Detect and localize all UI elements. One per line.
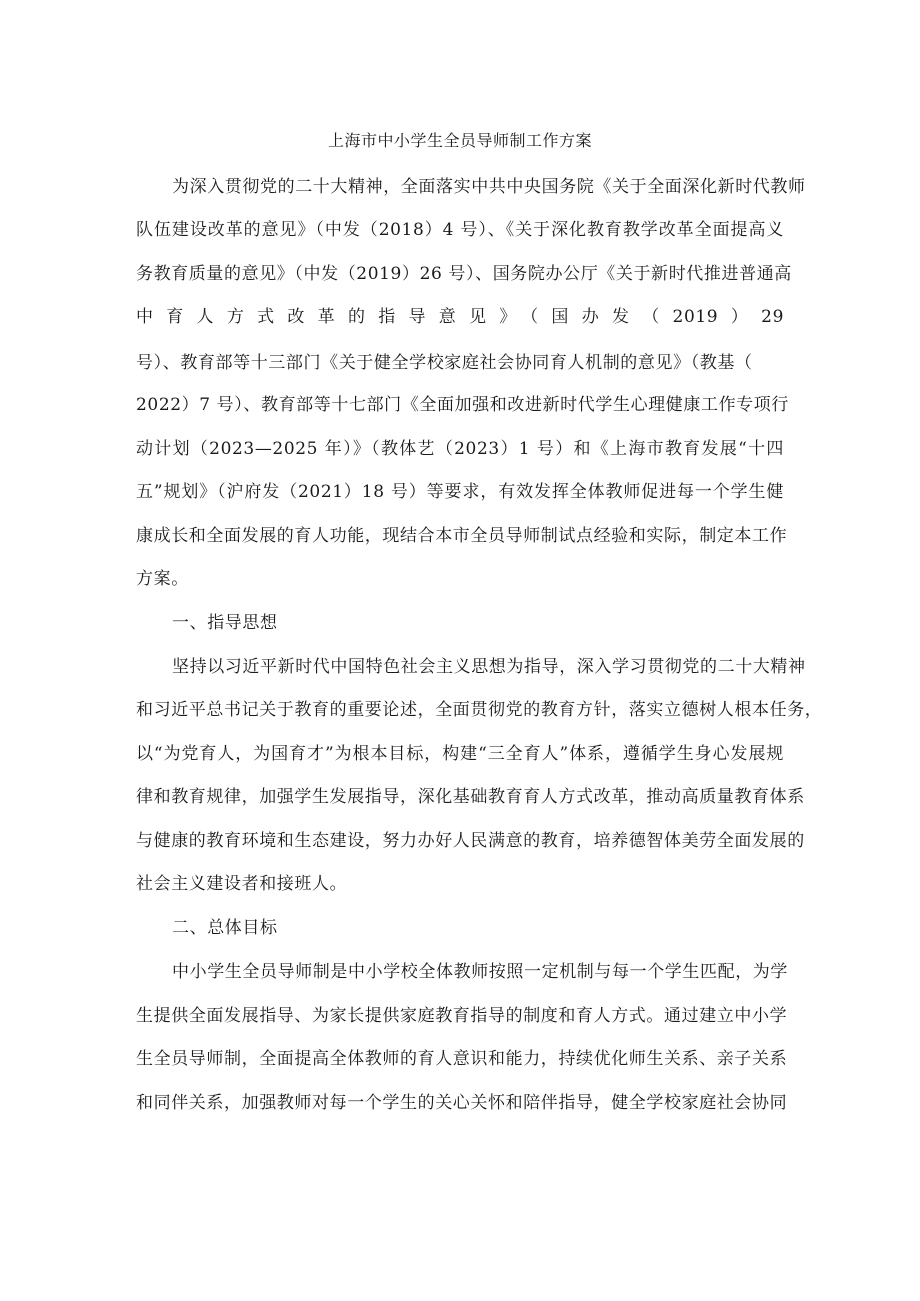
paragraph-2-line: 与健康的教育环境和生态建设，努力办好人民满意的教育，培养德智体美劳全面发展的: [136, 831, 805, 851]
paragraph-1-line: 为深入贯彻党的二十大精神，全面落实中共中央国务院《关于全面深化新时代教师: [172, 177, 806, 197]
paragraph-2-line: 律和教育规律，加强学生发展指导，深化基础教育育人方式改革，推动高质量教育体系: [136, 787, 805, 807]
paragraph-3-line: 和同伴关系，加强教师对每一个学生的关心关怀和陪伴指导，健全学校家庭社会协同: [136, 1093, 788, 1113]
paragraph-1-line: 方案。: [136, 569, 189, 589]
paragraph-2-line: 和习近平总书记关于教育的重要论述，全面贯彻党的教育方针，落实立德树人根本任务，: [136, 700, 823, 720]
paragraph-1-line: 号）、教育部等十三部门《关于健全学校家庭社会协同育人机制的意见》（教基（: [136, 353, 753, 373]
paragraph-2-line: 社会主义建设者和接班人。: [136, 874, 348, 894]
paragraph-2-line: 坚持以习近平新时代中国特色社会主义思想为指导，深入学习贯彻党的二十大精神: [172, 657, 806, 677]
paragraph-1-line: 中育人方式改革的指导意见》（国办发（2019）29: [136, 307, 784, 327]
paragraph-2-line: 以“为党育人，为国育才”为根本目标，构建“三全育人”体系，遵循学生身心发展规: [136, 744, 784, 764]
paragraph-1-line: 2022）7 号）、教育部等十七部门《全面加强和改进新时代学生心理健康工作专项行: [136, 395, 789, 415]
document-title: 上海市中小学生全员导师制工作方案: [327, 131, 592, 150]
paragraph-1-line: 康成长和全面发展的育人功能，现结合本市全员导师制试点经验和实际，制定本工作: [136, 526, 788, 546]
paragraph-3-line: 生全员导师制，全面提高全体教师的育人意识和能力，持续优化师生关系、亲子关系: [136, 1049, 788, 1069]
paragraph-1-line: 五”规划》（沪府发（2021）18 号）等要求，有效发挥全体教师促进每一个学生健: [136, 482, 784, 502]
section-heading: 一、指导思想: [172, 613, 278, 633]
paragraph-1-line: 动计划（2023—2025 年）》（教体艺（2023）1 号）和《上海市教育发展“十四: [136, 439, 784, 459]
paragraph-1-line: 务教育质量的意见》（中发（2019）26 号）、国务院办公厅《关于新时代推进普通高: [136, 264, 792, 284]
paragraph-3-line: 中小学生全员导师制是中小学校全体教师按照一定机制与每一个学生匹配，为学: [172, 962, 788, 982]
section-heading: 二、总体目标: [172, 918, 278, 938]
paragraph-3-line: 生提供全面发展指导、为家长提供家庭教育指导的制度和育人方式。通过建立中小学: [136, 1006, 788, 1026]
paragraph-1-line: 队伍建设改革的意见》（中发（2018）4 号）、《关于深化教育教学改革全面提高义: [136, 220, 784, 240]
